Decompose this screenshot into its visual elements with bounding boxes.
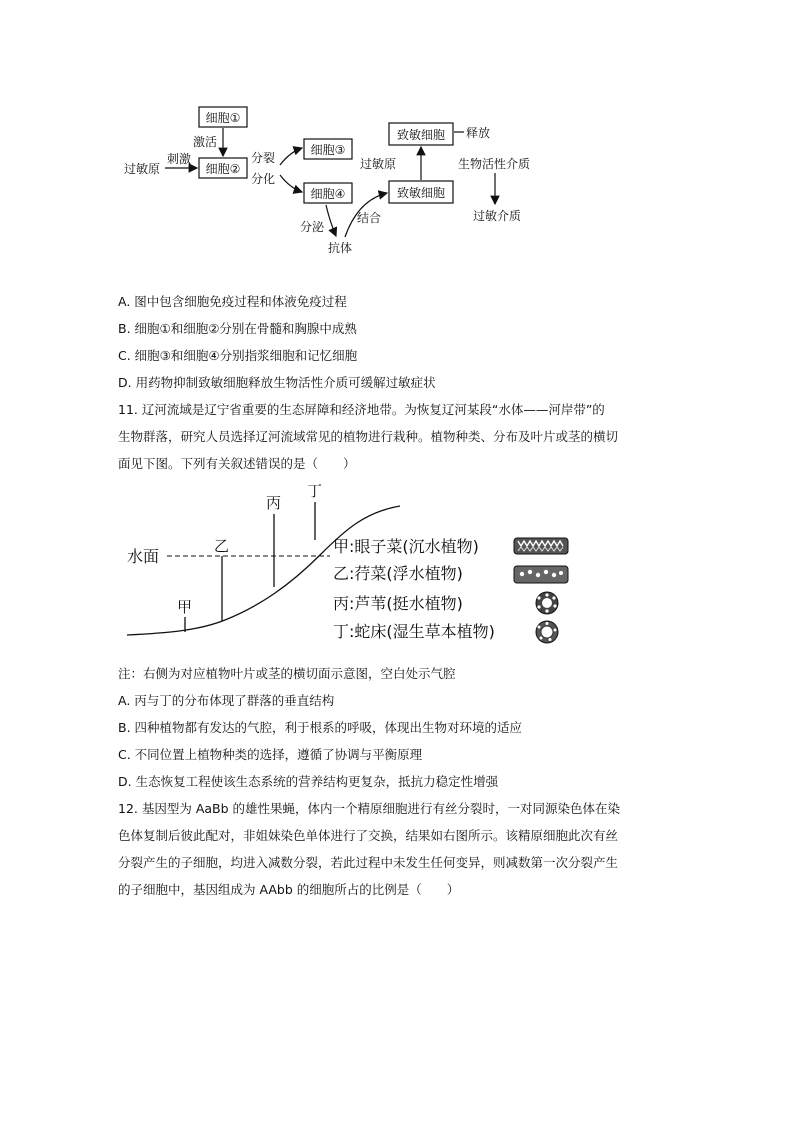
plant-ding-label: 丁 [307,482,323,500]
plant-jia-label: 甲 [177,598,193,616]
mast-cell-top-label: 致敏细胞 [396,128,446,142]
allergy-mediator-label: 过敏介质 [473,209,522,223]
activate-label: 激活 [193,135,218,149]
plant-bing-label: 丙 [266,494,282,512]
bioactive-label: 生物活性介质 [458,157,531,171]
q12-stem-line1: 12. 基因型为 AaBb 的雄性果蝇，体内一个精原细胞进行有丝分裂时，一对同源染色体在染 [118,801,621,816]
cell2-label: 细胞② [205,162,241,176]
q12-stem-line4: 的子细胞中，基因组成为 AAbb 的细胞所占的比例是（ ） [118,882,460,897]
q12-stem-line3: 分裂产生的子细胞，均进入减数分裂，若此过程中未发生任何变异，则减数第一次分裂产生 [118,855,619,870]
antibody-label: 抗体 [328,241,353,255]
q11-option-a: A. 丙与丁的分布体现了群落的垂直结构 [118,693,335,708]
arrow-cell2-to-cell4 [280,175,302,192]
water-surface-label: 水面 [127,547,160,566]
differentiate-label: 分化 [251,172,276,186]
mast-cell-bottom-label: 致敏细胞 [396,186,446,200]
q12-stem-line2: 色体复制后彼此配对，非姐妹染色单体进行了交换，结果如右图所示。该精原细胞此次有丝 [118,828,619,843]
q10-option-a: A. 图中包含细胞免疫过程和体液免疫过程 [118,294,347,309]
arrow-cell4-to-antibody [326,205,336,236]
plant-yi-label: 乙 [214,537,230,555]
secrete-label: 分泌 [300,220,325,234]
yi-leaf-cross-section-icon [514,566,568,583]
q11-option-c: C. 不同位置上植物种类的选择，遵循了协调与平衡原理 [118,747,423,762]
q10-option-b: B. 细胞①和细胞②分别在骨髓和胸腺中成熟 [118,321,357,336]
q11-note: 注：右侧为对应植物叶片或茎的横切面示意图，空白处示气腔 [118,666,456,681]
arrow-cell2-to-cell3 [280,148,302,165]
cell3-label: 细胞③ [310,143,346,157]
q11-option-b: B. 四种植物都有发达的气腔，利于根系的呼吸，体现出生物对环境的适应 [118,720,523,735]
q11-stem-line2: 生物群落，研究人员选择辽河流域常见的植物进行栽种。植物种类、分布及叶片或茎的横切 [118,429,619,444]
stimulate-label: 刺激 [167,152,192,166]
jia-leaf-cross-section-icon [514,538,568,554]
legend-bing: 丙:芦苇(挺水植物) [333,594,463,613]
allergen-left-label: 过敏原 [124,162,161,176]
q11-stem-line3: 面见下图。下列有关叙述错误的是（ ） [118,456,356,471]
riverbank-plant-diagram [0,470,794,650]
cell1-label: 细胞① [205,111,241,125]
q11-option-d: D. 生态恢复工程使该生态系统的营养结构更复杂，抵抗力稳定性增强 [118,774,499,789]
release-label: 释放 [466,126,491,140]
allergy-flow-diagram [0,0,794,270]
divide-label: 分裂 [251,151,276,165]
cell4-label: 细胞④ [310,187,346,201]
allergen-right-label: 过敏原 [360,157,397,171]
bing-stem-cross-section-icon [536,592,558,614]
legend-yi: 乙:荇菜(浮水植物) [333,564,463,583]
combine-label: 结合 [357,211,382,225]
q10-option-c: C. 细胞③和细胞④分别指浆细胞和记忆细胞 [118,348,358,363]
q11-stem-line1: 11. 辽河流域是辽宁省重要的生态屏障和经济地带。为恢复辽河某段“水体——河岸带”的 [118,402,605,417]
legend-ding: 丁:蛇床(湿生草本植物) [333,622,495,641]
q10-option-d: D. 用药物抑制致敏细胞释放生物活性介质可缓解过敏症状 [118,375,436,390]
legend-jia: 甲:眼子菜(沉水植物) [333,537,479,556]
ding-stem-cross-section-icon [536,621,558,643]
